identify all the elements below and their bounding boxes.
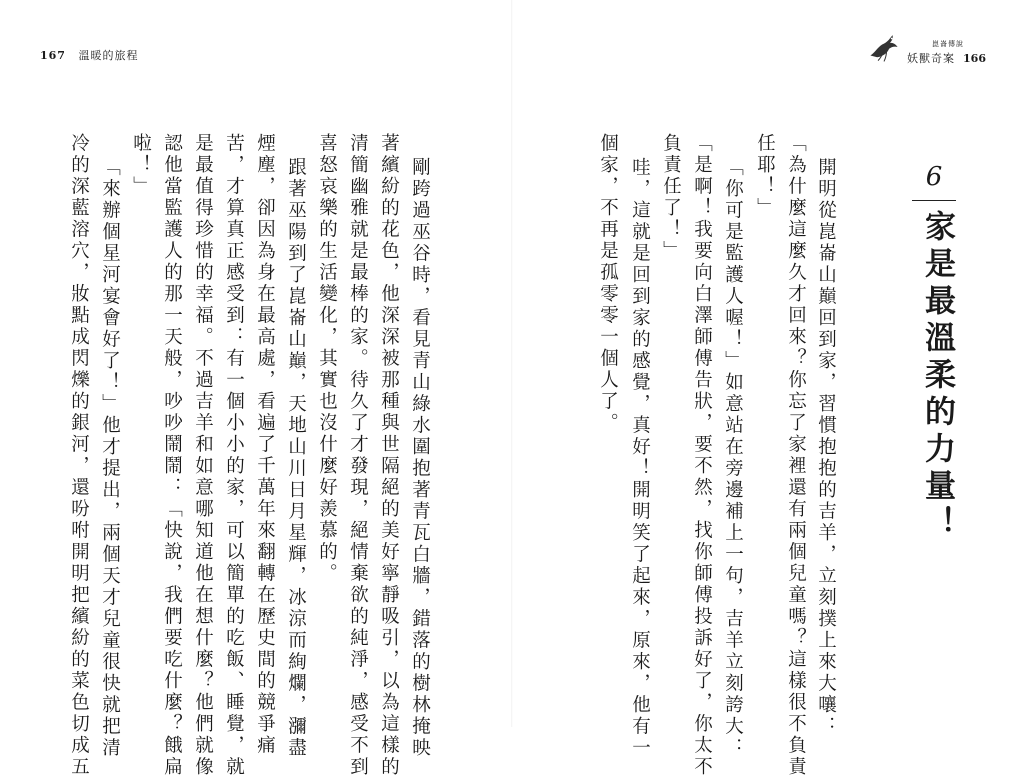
right-text-column: 哇，這就是回到家的感覺，真好！開明笑了起來，原來，他有一	[629, 157, 651, 759]
left-text-column: 冷的深藍溶穴，妝點成閃爍的銀河，還吩咐開明把繽紛的菜色切成五	[68, 133, 90, 778]
right-text-column: 「為什麼這麼久才回來？你忘了家裡還有兩個兒童嗎？這樣很不負責	[785, 133, 807, 778]
right-page-number: 166	[963, 52, 986, 65]
right-text-column: 「是啊！我要向白澤師傅告狀，要不然，找你師傅投訴好了，你太不	[691, 133, 713, 778]
left-text-column: 認他當監護人的那一天般，吵吵鬧鬧：「快說，我們要吃什麼？餓扁	[161, 133, 183, 778]
left-text-column: 喜怒哀樂的生活變化，其實也沒什麼好羨慕的。	[316, 133, 338, 585]
left-text-column: 「來辦個星河宴會好了！」他才提出，兩個天才兒童很快就把清	[99, 157, 121, 759]
left-text-column: 著繽紛的花色，他深深被那種與世隔絕的美好寧靜吸引，以為這樣的	[378, 133, 400, 778]
left-page-header	[40, 47, 138, 63]
left-text-column: 苦，才算真正感受到：有一個小小的家，可以簡單的吃飯、睡覺，就	[223, 133, 245, 778]
right-text-column: 個家，不再是孤零零一個人了。	[597, 133, 619, 434]
book-title: 妖獸奇案	[907, 52, 956, 65]
chapter-number: 6	[925, 162, 943, 192]
left-page-number: 167	[40, 49, 66, 62]
left-running-title: 溫暖的旅程	[78, 49, 139, 62]
left-text-column: 是最值得珍惜的幸福。不過吉羊和如意哪知道他在想什麼？他們就像	[192, 133, 214, 778]
right-text-column: 開明從崑崙山巔回到家，習慣抱抱的吉羊，立刻撲上來大嚷：	[815, 157, 837, 738]
right-text-column: 負責任了！」	[660, 133, 682, 262]
right-text-column: 任耶！」	[754, 133, 776, 219]
left-text-column: 啦！」	[130, 133, 152, 198]
mythical-bird-icon	[867, 30, 901, 64]
left-text-column: 剛跨過巫谷時，看見青山綠水圍抱著青瓦白牆，錯落的樹林掩映	[409, 157, 431, 759]
chapter-title: 家是最溫柔的力量！	[919, 210, 955, 543]
series-name: 崑崙傳說	[932, 40, 964, 48]
left-text-column: 煙塵，卻因為身在最高處，看遍了千萬年來翻轉在歷史間的競爭痛	[254, 133, 276, 757]
left-text-column: 清簡幽雅就是最棒的家。待久了才發現，絕情棄欲的純淨，感受不到	[347, 133, 369, 778]
page-gutter	[511, 0, 513, 727]
left-text-column: 跟著巫陽到了崑崙山巔，天地山川日月星輝，冰涼而絢爛，瀰盡	[285, 157, 307, 759]
right-page-header	[867, 24, 986, 64]
chapter-divider	[912, 200, 956, 201]
right-text-column: 「你可是監護人喔！」如意站在旁邊補上一句，吉羊立刻誇大：	[722, 157, 744, 759]
